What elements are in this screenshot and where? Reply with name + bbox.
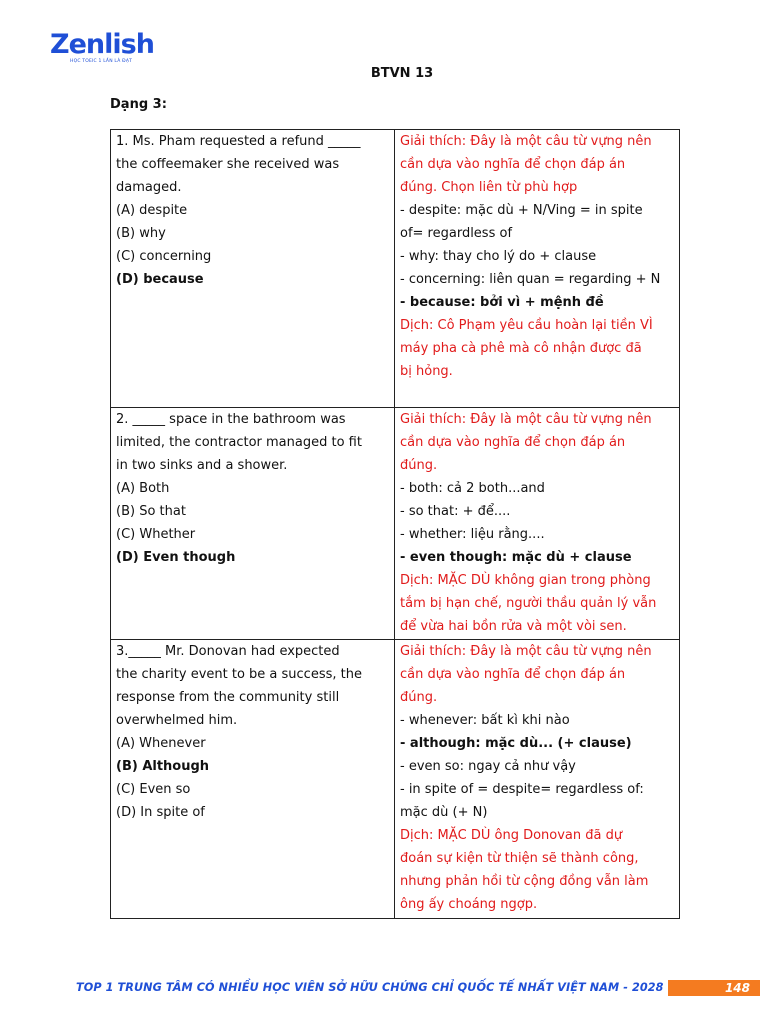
table-row [111,640,680,919]
explanation-item: - in spite of = despite= regardless of: [400,782,644,797]
option-d: (D) In spite of [116,805,205,820]
option-c: (C) Whether [116,527,196,542]
zenlish-logo [50,30,154,64]
table-row [111,408,680,640]
footer-slogan: TOP 1 TRUNG TÂM CÓ NHIỀU HỌC VIÊN SỞ HỮU CHỨNG CHỈ QUỐC TẾ NHẤT VIỆT NAM - 2028 [76,981,664,994]
explanation-intro: đúng. [400,458,438,473]
explanation-intro: Giải thích: Đây là một câu từ vựng nên [400,644,652,659]
translation: Dịch: Cô Phạm yêu cầu hoàn lại tiền VÌ [400,318,653,333]
question-text: 3._____ Mr. Donovan had expected [116,644,340,659]
option-a: (A) despite [116,203,188,218]
explanation-item: - why: thay cho lý do + clause [400,249,597,264]
option-a: (A) Whenever [116,736,206,751]
option-d-correct: (D) because [116,272,204,287]
explanation-intro: Giải thích: Đây là một câu từ vựng nên [400,412,652,427]
explanation-intro: cần dựa vào nghĩa để chọn đáp án [400,667,626,682]
explanation-answer: - even though: mặc dù + clause [400,550,632,565]
option-d-correct: (D) Even though [116,550,236,565]
logo-tagline: HỌC TOEIC 1 LẦN LÀ ĐẠT [70,59,133,64]
exercise-table [110,129,680,919]
question-cell [111,640,395,919]
question-text: overwhelmed him. [116,713,238,728]
question-text: damaged. [116,180,182,195]
option-c: (C) Even so [116,782,191,797]
explanation-item: - whenever: bất kì khi nào [400,713,570,728]
explanation-item: - whether: liệu rằng.... [400,527,545,542]
explanation-cell [395,640,680,919]
question-text: response from the community still [116,690,340,705]
question-text: the coffeemaker she received was [116,157,340,172]
translation: tắm bị hạn chế, người thầu quản lý vẫn [400,596,657,611]
explanation-item: - even so: ngay cả như vậy [400,759,576,774]
explanation-intro: cần dựa vào nghĩa để chọn đáp án [400,435,626,450]
explanation-item: - both: cả 2 both...and [400,481,545,496]
explanation-item: - so that: + để.... [400,504,511,519]
translation: máy pha cà phê mà cô nhận được đã [400,341,642,356]
explanation-answer: - although: mặc dù... (+ clause) [400,736,632,751]
explanation-intro: cần dựa vào nghĩa để chọn đáp án [400,157,626,172]
table-row [111,130,680,408]
translation: để vừa hai bồn rửa và một vòi sen. [400,619,627,634]
question-cell [111,130,395,408]
translation: đoán sự kiện từ thiện sẽ thành công, [400,851,639,866]
question-text: in two sinks and a shower. [116,458,288,473]
question-text: 2. _____ space in the bathroom was [116,412,346,427]
explanation-cell [395,130,680,408]
translation: Dịch: MẶC DÙ không gian trong phòng [400,573,651,588]
question-cell [111,408,395,640]
option-a: (A) Both [116,481,170,496]
option-b-correct: (B) Although [116,759,210,774]
option-b: (B) why [116,226,166,241]
explanation-intro: Giải thích: Đây là một câu từ vựng nên [400,134,652,149]
explanation-item: mặc dù (+ N) [400,805,488,820]
explanation-intro: đúng. Chọn liên từ phù hợp [400,180,578,195]
document-title: BTVN 13 [370,66,434,81]
page-number: 148 [668,980,760,996]
explanation-item: - despite: mặc dù + N/Ving = in spite [400,203,643,218]
option-c: (C) concerning [116,249,212,264]
explanation-cell [395,408,680,640]
question-text: the charity event to be a success, the [116,667,362,682]
explanation-item: of= regardless of [400,226,513,241]
question-text: 1. Ms. Pham requested a refund _____ [116,134,361,149]
translation: bị hỏng. [400,364,453,379]
translation: ông ấy choáng ngợp. [400,897,538,912]
logo-text: Zenlish [50,29,154,60]
question-text: limited, the contractor managed to fit [116,435,362,450]
translation: nhưng phản hồi từ cộng đồng vẫn làm [400,874,649,889]
explanation-intro: đúng. [400,690,438,705]
explanation-item: - concerning: liên quan = regarding + N [400,272,661,287]
option-b: (B) So that [116,504,186,519]
translation: Dịch: MẶC DÙ ông Donovan đã dự [400,828,623,843]
section-label: Dạng 3: [110,97,167,112]
explanation-answer: - because: bởi vì + mệnh đề [400,295,604,310]
